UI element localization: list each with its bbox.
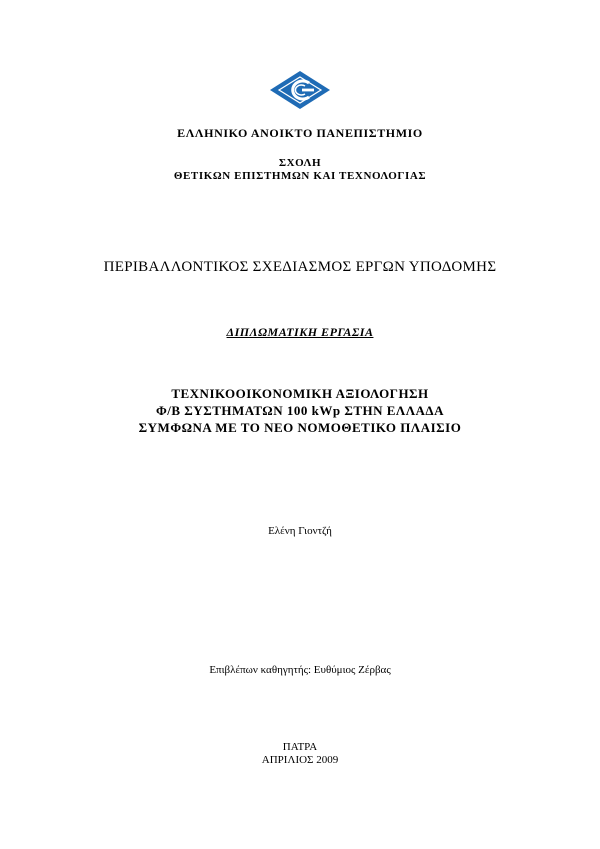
school-label: ΣΧΟΛΗ xyxy=(278,157,322,169)
school-name: ΘΕΤΙΚΩΝ ΕΠΙΣΤΗΜΩΝ ΚΑΙ ΤΕΧΝΟΛΟΓΙΑΣ xyxy=(173,170,427,182)
university-logo-icon xyxy=(269,70,331,110)
thesis-type: ΔΙΠΛΩΜΑΤΙΚΗ ΕΡΓΑΣΙΑ xyxy=(226,325,374,339)
date: ΑΠΡΙΛΙΟΣ 2009 xyxy=(261,754,339,766)
place: ΠΑΤΡΑ xyxy=(282,741,318,753)
program-name: ΠΕΡΙΒΑΛΛΟΝΤΙΚΟΣ ΣΧΕΔΙΑΣΜΟΣ ΕΡΓΩΝ ΥΠΟΔΟΜΗΣ xyxy=(103,259,497,275)
author-name: Ελένη Γιοντζή xyxy=(268,525,332,537)
thesis-title-line-1: ΤΕΧΝΙΚΟΟΙΚΟΝΟΜΙΚΗ ΑΞΙΟΛΟΓΗΣΗ xyxy=(171,386,429,401)
supervisor: Επιβλέπων καθηγητής: Ευθύμιος Ζέρβας xyxy=(209,664,391,676)
university-name: ΕΛΛΗΝΙΚΟ ΑΝΟΙΚΤΟ ΠΑΝΕΠΙΣΤΗΜΙΟ xyxy=(177,126,423,140)
thesis-title-line-2: Φ/Β ΣΥΣΤΗΜΑΤΩΝ 100 kWp ΣΤΗΝ ΕΛΛΑΔΑ xyxy=(156,403,444,418)
thesis-title-line-3: ΣΥΜΦΩΝΑ ΜΕ ΤΟ ΝΕΟ ΝΟΜΟΘΕΤΙΚΟ ΠΛΑΙΣΙΟ xyxy=(138,420,462,435)
